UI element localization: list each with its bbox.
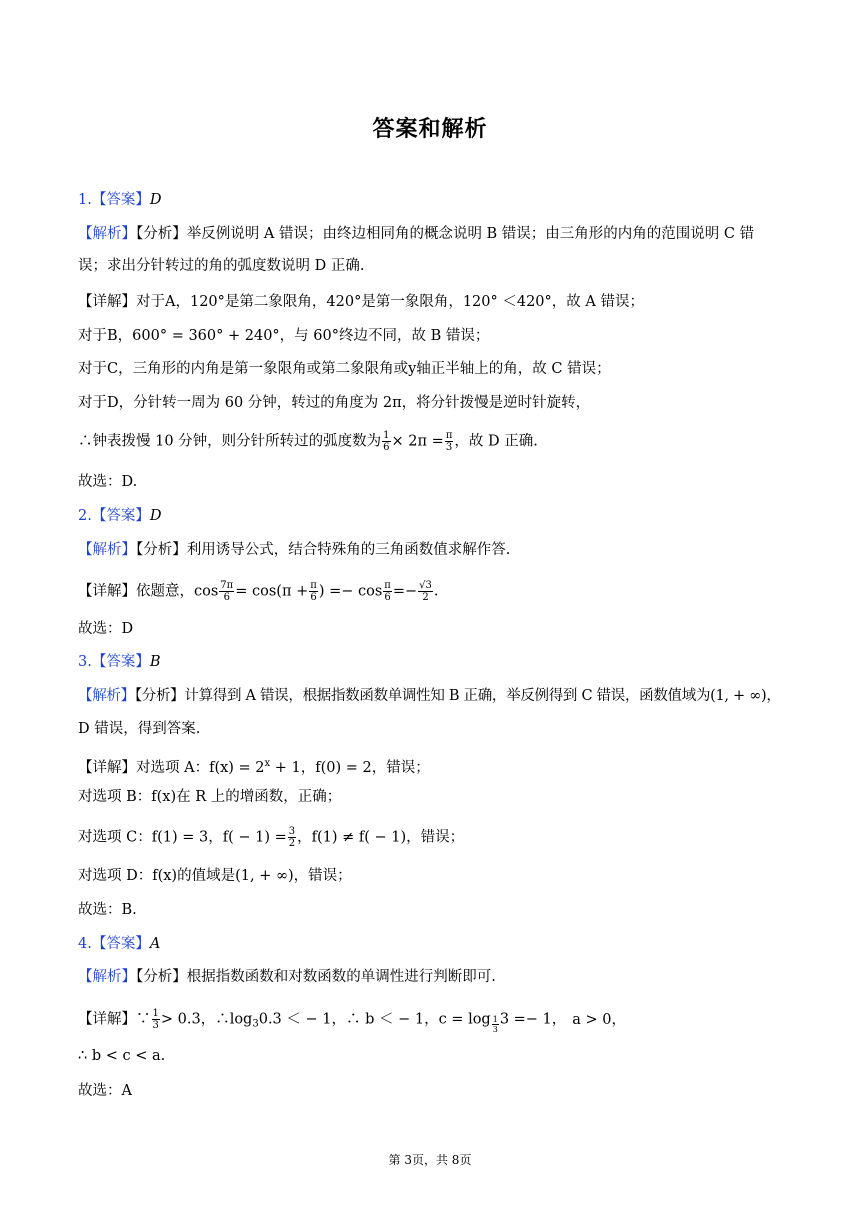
- q2-number: 2.: [78, 508, 92, 524]
- frac-num: 1: [492, 1014, 498, 1024]
- q2-answer: D: [149, 508, 162, 524]
- q3-number: 3.: [78, 654, 92, 670]
- q4-d1-c: 0.3 ＜ − 1，∴ b ＜ − 1，: [258, 1011, 439, 1028]
- q3-analysis-cont: D 错误，得到答案.: [78, 721, 201, 737]
- frac-num: √3: [419, 580, 432, 591]
- analysis-tag: 【解析】: [78, 688, 135, 704]
- q2-detail-1: [78, 580, 439, 603]
- q3-analysis-line: [78, 686, 781, 706]
- q1-detail-5: [78, 430, 538, 453]
- frac-den: 6: [310, 592, 317, 603]
- fraction-pi-six: [309, 580, 318, 603]
- q1-detail-1: [78, 292, 644, 312]
- frac-den: 6: [384, 592, 391, 603]
- fraction-sqrt3-two: [418, 580, 433, 603]
- q4-answer: A: [149, 936, 161, 952]
- q2-d1-d: =−: [392, 583, 418, 600]
- frac-num: π: [445, 430, 453, 441]
- q3-d1-b: + 1，f(0) = 2，错误；: [270, 760, 430, 776]
- q4-d1-b: > 0.3，∴log: [160, 1011, 253, 1028]
- q2-conclusion: 故选：D: [78, 621, 134, 637]
- q4-answer-line: [78, 934, 160, 954]
- q4-d1-f: a > 0，: [572, 1011, 627, 1028]
- frac-den: 2: [422, 592, 429, 603]
- q4-detail-1: [78, 1008, 626, 1035]
- q1-detail-5-c: ，故 D 正确.: [454, 433, 538, 450]
- frac-num: 1: [383, 430, 390, 441]
- q1-analysis: 举反例说明 A 错误；由终边相同角的概念说明 B 错误；由三角形的内角的范围说明 C 错: [186, 226, 755, 242]
- frac-num: 3: [288, 826, 296, 837]
- q1-answer: D: [149, 192, 162, 208]
- detail-tag: 【详解】: [78, 1011, 136, 1028]
- q2-d1-a: 依题意，cos: [136, 583, 219, 600]
- q2-d1-c: ) =− cos: [318, 583, 383, 600]
- detail-tag: 【详解】: [78, 760, 136, 776]
- analysis-tag: 【解析】: [78, 226, 136, 242]
- q4-d1-a: ∵: [136, 1011, 151, 1028]
- answer-tag: 【答案】: [91, 192, 150, 208]
- q1-detail-4: 对于D，分针转一周为 60 分钟，转过的角度为 2π，将分针拨慢是逆时针旋转，: [78, 395, 591, 411]
- q3-d3-b: ，f(1) ≠ f( − 1)，错误；: [297, 829, 465, 846]
- q2-d1-b: = cos(π +: [235, 583, 309, 600]
- frac-den: 2: [288, 838, 296, 849]
- q4-analysis: 根据指数函数和对数函数的单调性进行判断即可.: [186, 969, 496, 985]
- q4-d1-e: 3 =− 1，: [499, 1011, 567, 1028]
- fenxi-tag: 【分析】: [136, 542, 187, 558]
- frac-den: 6: [383, 442, 390, 453]
- q1-detail-2: 对于B，600° = 360° + 240°，与 60°终边不同，故 B 错误；: [78, 328, 490, 344]
- q1-number: 1.: [78, 192, 92, 208]
- analysis-tag: 【解析】: [78, 969, 136, 985]
- q4-detail-2: ∴ b < c < a.: [78, 1048, 166, 1064]
- frac-den: 6: [223, 592, 230, 603]
- q3-detail-1: [78, 754, 430, 778]
- q1-conclusion: 故选：D.: [78, 474, 138, 490]
- q3-d1-sup: x: [264, 758, 271, 769]
- q2-analysis: 利用诱导公式，结合特殊角的三角函数值求解作答.: [186, 542, 511, 558]
- q3-d1-a: 对选项 A：f(x) = 2: [136, 760, 265, 776]
- q3-conclusion: 故选：B.: [78, 902, 137, 918]
- q1-detail-5-b: × 2π =: [391, 433, 444, 450]
- q2-d1-e: .: [433, 583, 439, 600]
- frac-num: 7π: [220, 580, 234, 591]
- q4-analysis-line: [78, 967, 496, 987]
- page-title: 答案和解析: [372, 117, 488, 142]
- q3-d3-a: 对选项 C：f(1) = 3，f( − 1) =: [78, 829, 287, 846]
- frac-den: 3: [445, 442, 453, 453]
- q1-analysis-cont: 误；求出分针转过的角的弧度数说明 D 正确.: [78, 258, 365, 274]
- q1-detail-1-text: 对于A，120°是第二象限角，420°是第一象限角，120° ＜420°，故 A 错误；: [136, 294, 644, 310]
- fraction-three-half: [288, 826, 296, 849]
- q2-answer-line: [78, 506, 161, 526]
- answer-tag: 【答案】: [91, 936, 150, 952]
- q3-analysis: 计算得到 A 错误，根据指数函数单调性知 B 正确，举反例得到 C 错误，函数值域为(1, + ∞)，: [184, 688, 781, 704]
- q4-conclusion: 故选：A: [78, 1083, 132, 1099]
- q2-analysis-line: [78, 540, 510, 560]
- fenxi-tag: 【分析】: [136, 226, 187, 242]
- q3-answer-line: [78, 652, 161, 672]
- frac-num: π: [384, 580, 391, 591]
- frac-num: π: [310, 580, 317, 591]
- q1-analysis-line: [78, 224, 754, 244]
- fenxi-tag: 【分析】: [136, 969, 187, 985]
- fraction-one-sixth: [382, 430, 390, 453]
- fraction-pi-six: [383, 580, 392, 603]
- analysis-tag: 【解析】: [78, 542, 136, 558]
- answer-tag: 【答案】: [91, 654, 150, 670]
- fraction-pi-third: [445, 430, 454, 453]
- q3-detail-2: 对选项 B：f(x)在 R 上的增函数，正确；: [78, 789, 342, 805]
- page-footer: 第 3页，共 8页: [388, 1153, 472, 1167]
- frac-den: 3: [152, 1020, 159, 1031]
- frac-den: 3: [492, 1024, 498, 1034]
- q1-detail-5-a: ∴钟表拨慢 10 分钟，则分针所转过的弧度数为: [78, 433, 382, 450]
- q3-detail-3: [78, 826, 464, 849]
- frac-num: 1: [152, 1008, 159, 1019]
- q1-detail-3: 对于C，三角形的内角是第一象限角或第二象限角或y轴正半轴上的角，故 C 错误；: [78, 361, 611, 377]
- fenxi-tag: 【分析】: [134, 688, 185, 704]
- q4-number: 4.: [78, 936, 92, 952]
- answer-tag: 【答案】: [91, 508, 150, 524]
- detail-tag: 【详解】: [78, 583, 136, 600]
- fraction-seven-pi-six: [219, 580, 234, 603]
- q4-d1-d: c = log: [438, 1011, 491, 1028]
- fraction-one-third: [152, 1008, 160, 1031]
- detail-tag: 【详解】: [78, 294, 136, 310]
- q1-answer-line: [78, 190, 161, 210]
- q3-detail-4: 对选项 D：f(x)的值域是(1, + ∞)，错误；: [78, 868, 352, 884]
- q3-answer: B: [149, 654, 161, 670]
- q4-d1-sub: 3: [252, 1018, 259, 1030]
- fraction-log-base: [492, 1015, 499, 1034]
